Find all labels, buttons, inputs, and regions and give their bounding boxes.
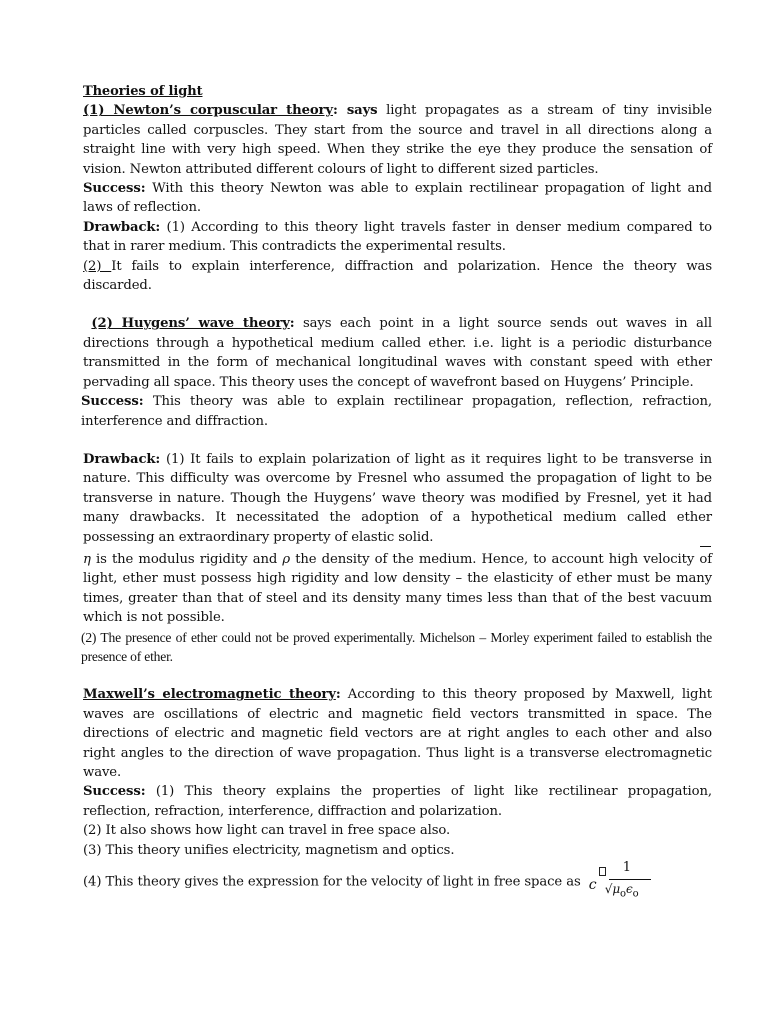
- huygens-drawback2-text: (2) The presence of ether could not be proved experimentally. Michelson – Morley experiment failed to establish the presence of ether.: [81, 629, 712, 664]
- spacer: [83, 666, 712, 685]
- huygens-rigidity: [83, 550, 712, 628]
- sqrt-icon: √: [604, 882, 613, 897]
- newton-drawback-text: (1) According to this theory light travels faster in denser medium compared to that in rarer medium. This contradicts the experimental results.: [83, 219, 712, 255]
- rigidity-text-c: light, ether must possess high rigidity and low density – the elasticity of ether must be many times, greater than that of steel and its density many times less than that of the best vacuum which is not possible.: [83, 571, 712, 626]
- rho-symbol: ρ: [282, 551, 291, 567]
- maxwell-heading-colon: :: [335, 687, 341, 703]
- huygens-drawback-label: Drawback:: [83, 451, 161, 467]
- formula-eps: ϵ: [625, 882, 633, 897]
- newton-heading-colon: :: [332, 103, 338, 119]
- huygens-heading-colon: :: [289, 316, 295, 332]
- maxwell-point4-text: (4) This theory gives the expression for the velocity of light in free space as: [83, 874, 585, 890]
- maxwell-point-4: [83, 860, 712, 900]
- document-body: [83, 82, 712, 898]
- maxwell-heading: Maxwell’s electromagnetic theory: [83, 687, 336, 703]
- newton-drawback2-text: It fails to explain interference, diffraction and polarization. Hence the theory was discarded.: [83, 258, 712, 294]
- newton-says: says: [337, 103, 378, 119]
- newton-intro-text: light propagates as a stream of tiny invisible particles called corpuscles. They start from the source and travel in all directions along a straight line with very high speed. When they strike the eye they produce the sensation of vision. Newton attributed different colours of light to different sized particles.: [83, 103, 712, 177]
- huygens-success-text: This theory was able to explain rectilinear propagation, reflection, refraction, interference and diffraction.: [81, 394, 712, 429]
- newton-success-text: With this theory Newton was able to explain rectilinear propagation of light and laws of reflection.: [83, 181, 712, 216]
- maxwell-success: [83, 782, 712, 821]
- maxwell-point3-text: (3) This theory unifies electricity, magnetism and optics.: [83, 842, 455, 858]
- formula-eps-sub: o: [632, 888, 639, 900]
- rigidity-text-a: is the modulus rigidity and: [90, 551, 283, 567]
- newton-drawback2-num: (2): [83, 258, 112, 274]
- newton-success: [83, 179, 712, 218]
- newton-drawback: [83, 218, 712, 257]
- page-title: [83, 82, 712, 101]
- huygens-success: [81, 392, 712, 431]
- spacer: [83, 295, 712, 314]
- formula-c: c: [588, 877, 597, 894]
- huygens-intro: [83, 314, 712, 392]
- newton-success-label: Success:: [83, 181, 146, 197]
- newton-intro: [83, 101, 712, 179]
- huygens-drawback: [83, 450, 712, 547]
- maxwell-point-2: [83, 821, 712, 840]
- huygens-success-label: Success:: [81, 394, 144, 410]
- rigidity-text-b: the density of the medium. Hence, to account high velocity: [290, 551, 700, 567]
- huygens-drawback-text: (1) It fails to explain polarization of light as it requires light to be transverse in nature. This difficulty was overcome by Fresnel who assumed the propagation of light to be transverse in nature. Though the Huygens’ wave theory was modified by Fresnel, yet it had many drawbacks. It necessitated the adoption of a hypothetical medium called ether possessing an extraordinary property of elastic solid.: [83, 451, 712, 545]
- newton-drawback-label: Drawback:: [83, 219, 161, 235]
- newton-drawback-2: [83, 257, 712, 296]
- eta-symbol: η: [83, 551, 91, 567]
- formula-numerator: 1: [622, 860, 631, 876]
- velocity-formula: [588, 860, 653, 900]
- newton-heading: (1) Newton’s corpuscular theory: [83, 103, 333, 119]
- maxwell-point-3: [83, 841, 712, 860]
- formula-mu: μ: [612, 882, 621, 897]
- maxwell-success-label: Success:: [83, 784, 146, 800]
- formula-denominator: [605, 880, 639, 904]
- formula-mu-sub: o: [620, 888, 626, 900]
- maxwell-intro-text: According to this theory proposed by Maxwell, light waves are oscillations of electric and magnetic field vectors transmitted in space. The directions of electric and magnetic field vectors are at right angles to each other and also right angles to the direction of wave propagation. Thus light is a transverse electromagnetic wave.: [83, 687, 712, 780]
- maxwell-point2-text: (2) It also shows how light can travel in free space also.: [83, 823, 451, 839]
- spacer: [83, 431, 712, 450]
- title-text: Theories of light: [83, 84, 203, 99]
- rigidity-of: of: [699, 551, 712, 567]
- huygens-drawback-2: [81, 628, 712, 667]
- maxwell-intro: [83, 685, 712, 782]
- maxwell-success-text: (1) This theory explains the properties of light like rectilinear propagation, reflection, refraction, interference, diffraction and polarization.: [83, 784, 712, 819]
- missing-glyph-box-icon: [599, 867, 606, 876]
- huygens-heading: (2) Huygens’ wave theory: [91, 316, 290, 332]
- huygens-intro-text: says each point in a light source sends out waves in all directions through a hypothetical medium called ether. i.e. light is a periodic disturbance transmitted in the form of mechanical longitudinal waves with constant speed with ether pervading all space. This theory uses the concept of wavefront based on Huygens’ Principle.: [83, 316, 712, 390]
